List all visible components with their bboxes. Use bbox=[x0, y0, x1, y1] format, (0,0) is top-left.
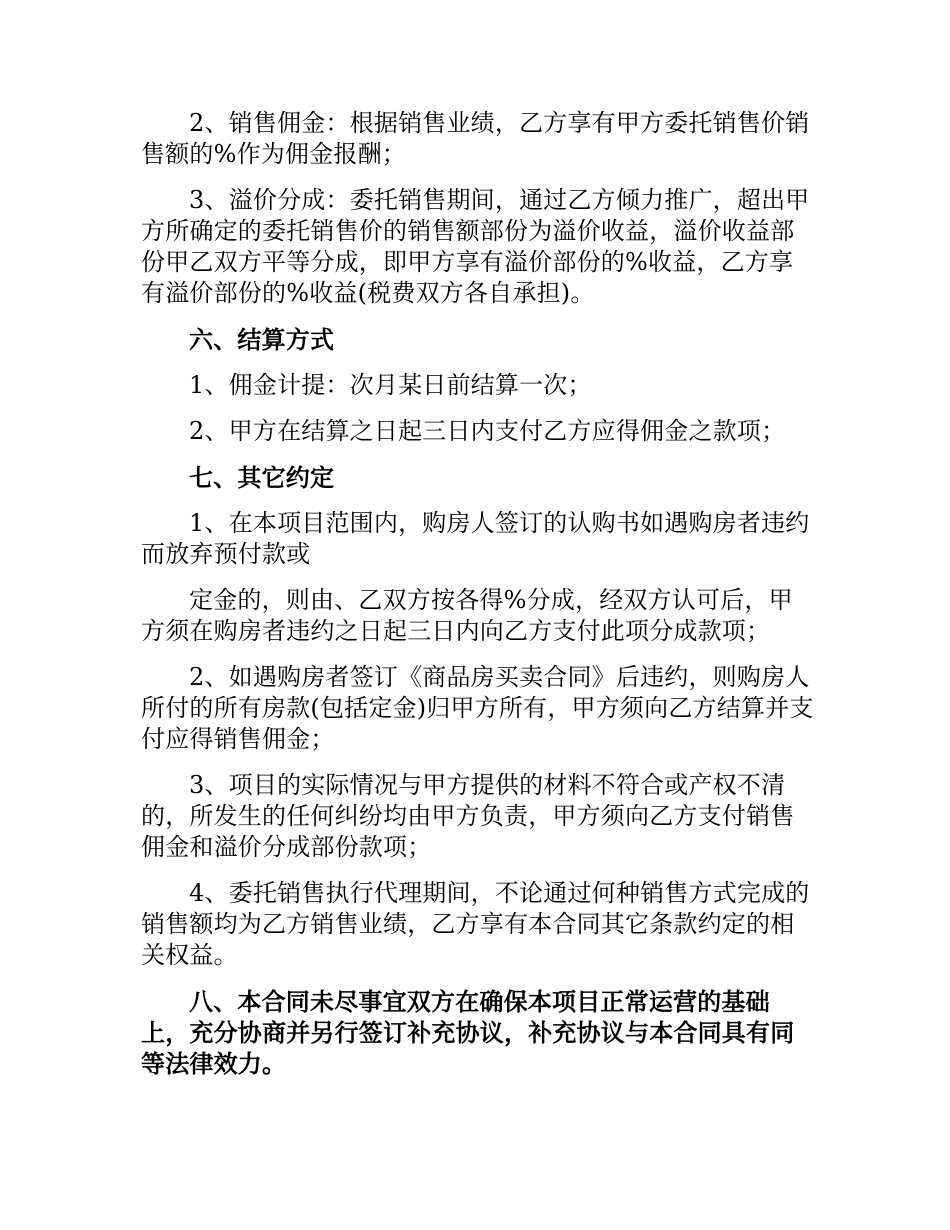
clause-deposit-split: 定金的，则由、乙双方按各得%分成，经双方认可后，甲方须在购房者违约之日起三日内向乙方支付此项分成款项； bbox=[141, 586, 793, 645]
clause-supplementary-agreement: 八、本合同未尽事宜双方在确保本项目正常运营的基础上，充分协商并另行签订补充协议，补充协议与本合同具有同等法律效力。 bbox=[141, 987, 795, 1078]
clause-buyer-default: 1、在本项目范围内，购房人签订的认购书如遇购房者违约而放弃预付款或 bbox=[141, 509, 810, 568]
clause-payment-deadline: 2、甲方在结算之日起三日内支付乙方应得佣金之款项； bbox=[189, 417, 786, 445]
clause-premium-sharing: 3、溢价分成：委托销售期间，通过乙方倾力推广，超出甲方所确定的委托销售价的销售额部份为溢价收益，溢价收益部份甲乙双方平等分成，即甲方享有溢价部份的%收益，乙方享有溢价部份的%收益(税费双方各自承担)。 bbox=[141, 186, 810, 307]
clause-contract-breach: 2、如遇购房者签订《商品房买卖合同》后违约，则购房人所付的所有房款(包括定金)归甲方所有，甲方须向乙方结算并支付应得销售佣金； bbox=[141, 663, 814, 753]
clause-sales-performance: 4、委托销售执行代理期间，不论通过何种销售方式完成的销售额均为乙方销售业绩，乙方享有本合同其它条款约定的相关权益。 bbox=[141, 879, 810, 969]
clause-commission-accrual: 1、佣金计提：次月某日前结算一次； bbox=[189, 371, 592, 399]
document-page bbox=[141, 108, 815, 1094]
clause-property-disputes: 3、项目的实际情况与甲方提供的材料不符合或产权不清的，所发生的任何纠纷均由甲方负责，甲方须向乙方支付销售佣金和溢价分成部份款项； bbox=[141, 771, 795, 861]
section-heading-other-terms: 七、其它约定 bbox=[189, 463, 335, 492]
section-heading-settlement: 六、结算方式 bbox=[189, 325, 335, 354]
clause-sales-commission: 2、销售佣金：根据销售业绩，乙方享有甲方委托销售价销售额的%作为佣金报酬； bbox=[141, 109, 810, 168]
